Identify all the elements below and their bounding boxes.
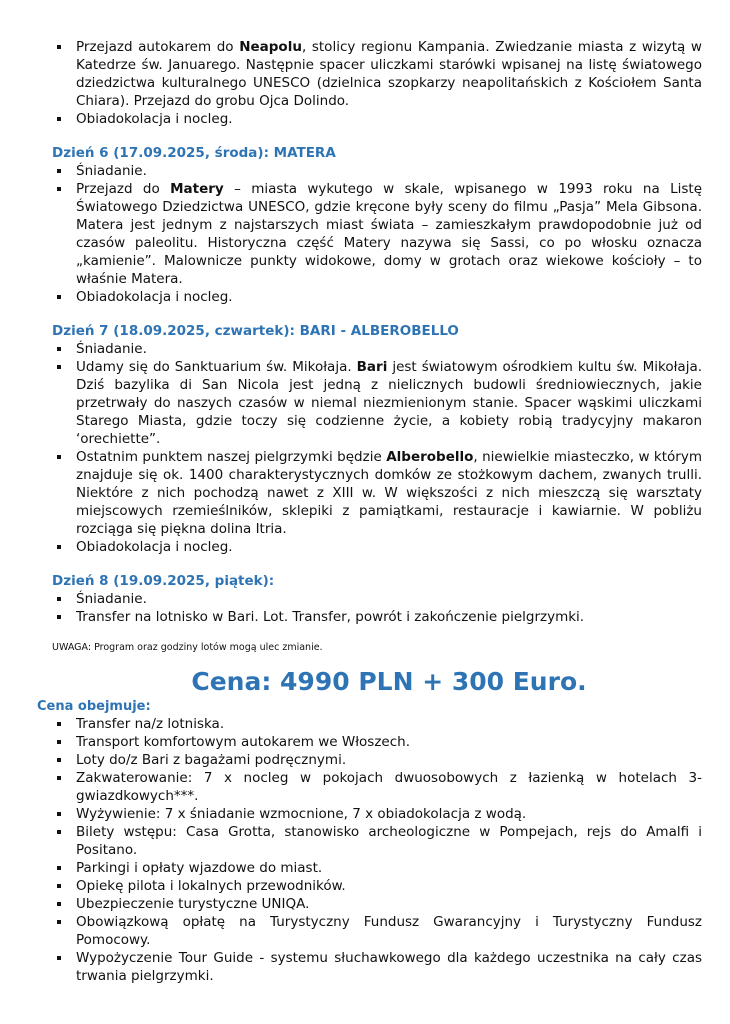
list-item: Ubezpieczenie turystyczne UNIQA.	[52, 895, 702, 913]
list-item: Ostatnim punktem naszej pielgrzymki będzie Alberobello, niewielkie miasteczko, w którym znajduje się ok. 1400 charakterystycznych domków ze stożkowym dachem, zwanych trulli. Niektóre z nich pochodzą nawet z XIII w. W większości z nich mieszczą się warsztaty miejscowych rzemieślników, sklepiki z pamiątkami, restauracje i kawiarnie. W pobliżu rozciąga się piękna dolina Itria.	[52, 448, 702, 538]
list-item: Obiadokolacja i nocleg.	[52, 110, 702, 128]
day6-title: Dzień 6 (17.09.2025, środa): MATERA	[52, 145, 336, 161]
day7-list	[52, 340, 702, 556]
includes-title: Cena obejmuje:	[37, 699, 151, 714]
price-heading: Cena: 4990 PLN + 300 Euro.	[191, 667, 587, 696]
list-item: Loty do/z Bari z bagażami podręcznymi.	[52, 751, 702, 769]
day8-title: Dzień 8 (19.09.2025, piątek):	[52, 573, 275, 589]
document-page	[37, 38, 703, 985]
day7-title: Dzień 7 (18.09.2025, czwartek): BARI - ALBEROBELLO	[52, 323, 459, 339]
list-item: Obiadokolacja i nocleg.	[52, 288, 702, 306]
list-item: Bilety wstępu: Casa Grotta, stanowisko archeologiczne w Pompejach, rejs do Amalfi i Positano.	[52, 823, 702, 859]
day5-list	[52, 38, 702, 128]
list-item: Śniadanie.	[52, 340, 702, 358]
list-item: Zakwaterowanie: 7 x nocleg w pokojach dwuosobowych z łazienką w hotelach 3-gwiazdkowych***.	[52, 769, 702, 805]
list-item: Wyżywienie: 7 x śniadanie wzmocnione, 7 x obiadokolacja z wodą.	[52, 805, 702, 823]
list-item: Śniadanie.	[52, 162, 702, 180]
list-item: Śniadanie.	[52, 590, 702, 608]
list-item: Transport komfortowym autokarem we Włoszech.	[52, 733, 702, 751]
list-item: Opiekę pilota i lokalnych przewodników.	[52, 877, 702, 895]
day6-list	[52, 162, 702, 306]
list-item: Przejazd autokarem do Neapolu, stolicy regionu Kampania. Zwiedzanie miasta z wizytą w Katedrze św. Januarego. Następnie spacer uliczkami starówki wpisanej na listę światowego dziedzictwa kulturalnego UNESCO (dzielnica szopkarzy neapolitańskich z Kościołem Santa Chiara). Przejazd do grobu Ojca Dolindo.	[52, 38, 702, 110]
program-note: UWAGA: Program oraz godziny lotów mogą ulec zmianie.	[52, 642, 323, 653]
list-item: Przejazd do Matery – miasta wykutego w skale, wpisanego w 1993 roku na Listę Światowego Dziedzictwa UNESCO, gdzie kręcone były sceny do filmu „Pasja” Mela Gibsona. Matera jest jednym z najstarszych miast świata – zamieszkałym prawdopodobnie już od czasów paleolitu. Historyczna część Matery nazywa się Sassi, co po włosku oznacza „kamienie”. Malownicze punkty widokowe, domy w grotach oraz wiekowe kościoły – to właśnie Matera.	[52, 180, 702, 288]
list-item: Parkingi i opłaty wjazdowe do miast.	[52, 859, 702, 877]
list-item: Wypożyczenie Tour Guide - systemu słuchawkowego dla każdego uczestnika na cały czas trwania pielgrzymki.	[52, 949, 702, 985]
list-item: Obiadokolacja i nocleg.	[52, 538, 702, 556]
list-item: Transfer na lotnisko w Bari. Lot. Transfer, powrót i zakończenie pielgrzymki.	[52, 608, 702, 626]
list-item: Obowiązkową opłatę na Turystyczny Fundusz Gwarancyjny i Turystyczny Fundusz Pomocowy.	[52, 913, 702, 949]
includes-list	[52, 715, 702, 985]
list-item: Transfer na/z lotniska.	[52, 715, 702, 733]
list-item: Udamy się do Sanktuarium św. Mikołaja. Bari jest światowym ośrodkiem kultu św. Mikołaja. Dziś bazylika di San Nicola jest jedną z nielicznych budowli średniowiecznych, jakie przetrwały do naszych czasów w niemal niezmienionym stanie. Spacer wąskimi uliczkami Starego Miasta, gdzie toczy się codzienne życie, a kobiety robią tradycyjny makaron ‘orechiette”.	[52, 358, 702, 448]
day8-list	[52, 590, 702, 626]
